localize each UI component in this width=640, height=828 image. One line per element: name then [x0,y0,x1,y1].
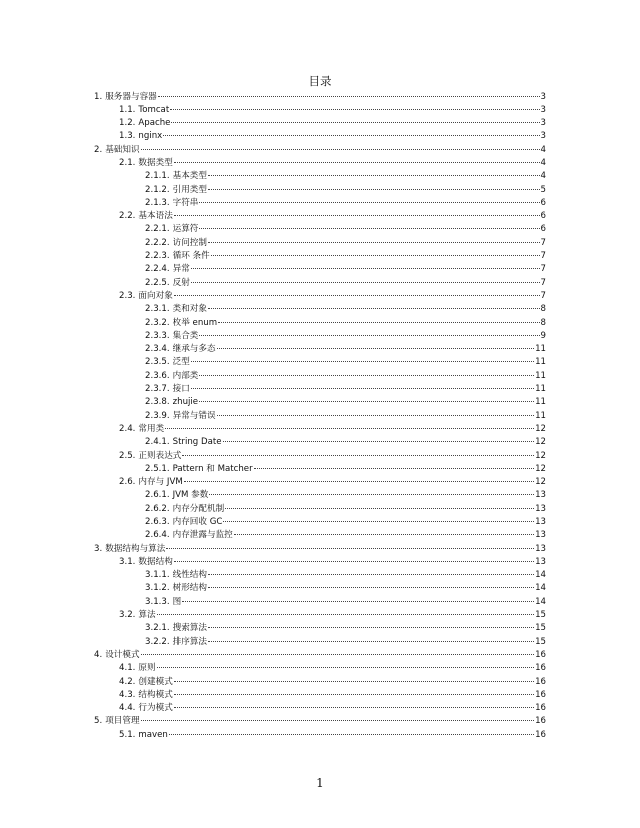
toc-entry-number: 2.3.4. [145,344,170,355]
toc-entry-page: 16 [535,703,546,714]
toc-entry-number: 2.3.3. [145,330,170,341]
toc-entry[interactable] [94,556,546,569]
toc-entry-page: 16 [535,689,546,700]
toc-dot-leader [157,667,534,668]
toc-entry-title: Pattern 和 Matcher [172,463,253,474]
toc-dot-leader [182,601,534,602]
toc-entry[interactable] [94,729,546,742]
toc-dot-leader [218,322,539,323]
toc-entry-page: 5 [540,184,546,195]
toc-dot-leader [169,734,534,735]
toc-dot-leader [157,614,534,615]
toc-dot-leader [223,441,535,442]
toc-entry-number: 2.1.3. [145,197,170,208]
toc-dot-leader [163,135,539,136]
toc-entry-title: 运算符 [172,224,199,235]
toc-entry-number: 2.3.6. [145,370,170,381]
toc-entry-page: 13 [535,490,546,501]
toc-entry-number: 2.3.8. [145,397,170,408]
toc-dot-leader [191,282,540,283]
toc-entry-title: 异常 [172,264,190,275]
toc-entry[interactable] [94,622,546,635]
toc-entry-page: 11 [535,384,546,395]
toc-dot-leader [165,428,534,429]
toc-entry-title: 泛型 [172,357,190,368]
toc-entry-title: 创建模式 [138,676,173,687]
toc-entry-number: 3.2.1. [145,623,170,634]
toc-entry[interactable] [94,529,546,542]
toc-entry-title: 循环 条件 [172,251,210,262]
toc-entry[interactable] [94,104,546,117]
toc-entry-title: 行为模式 [138,703,173,714]
toc-dot-leader [166,548,534,549]
toc-entry[interactable] [94,715,546,728]
toc-entry-page: 11 [535,357,546,368]
toc-entry[interactable] [94,184,546,197]
toc-entry[interactable] [94,277,546,290]
toc-entry-page: 15 [535,610,546,621]
toc-entry[interactable] [94,210,546,223]
table-of-contents [94,91,546,743]
toc-entry-number: 3.2.2. [145,636,170,647]
toc-entry-page: 4 [540,157,546,168]
toc-dot-leader [174,694,534,695]
toc-entry[interactable] [94,117,546,130]
toc-entry[interactable] [94,330,546,343]
toc-dot-leader [174,681,534,682]
toc-entry-title: nginx [138,131,163,142]
toc-dot-leader [174,295,540,296]
toc-entry[interactable] [94,383,546,396]
toc-entry[interactable] [94,582,546,595]
toc-entry-title: 内存分配机制 [172,503,225,514]
toc-entry-title: 反射 [172,277,190,288]
toc-entry-number: 3.1.3. [145,596,170,607]
toc-entry[interactable] [94,130,546,143]
toc-entry[interactable] [94,689,546,702]
toc-entry[interactable] [94,410,546,423]
toc-entry-title: 接口 [172,384,190,395]
toc-entry-number: 2.3. [119,290,136,301]
toc-entry-number: 2.5. [119,450,136,461]
toc-entry-number: 2.2. [119,211,136,222]
toc-dot-leader [141,149,540,150]
toc-entry-page: 12 [535,477,546,488]
toc-entry-title: 项目管理 [105,716,140,727]
toc-entry-page: 9 [540,330,546,341]
toc-entry-page: 12 [535,437,546,448]
toc-entry-title: 正则表达式 [138,450,182,461]
toc-entry-number: 2.1.1. [145,171,170,182]
toc-dot-leader [191,361,534,362]
toc-entry-title: 数据结构 [138,556,173,567]
toc-entry[interactable] [94,370,546,383]
toc-entry-title: 访问控制 [172,237,207,248]
toc-entry[interactable] [94,263,546,276]
toc-entry-title: 基本语法 [138,211,173,222]
toc-dot-leader [199,228,539,229]
toc-entry-page: 7 [540,290,546,301]
toc-dot-leader [208,574,534,575]
toc-entry-page: 8 [540,304,546,315]
toc-entry-number: 2.2.1. [145,224,170,235]
toc-entry-title: 算法 [138,610,156,621]
toc-entry[interactable] [94,343,546,356]
toc-entry-title: 数据结构与算法 [105,543,166,554]
toc-dot-leader [254,468,534,469]
toc-dot-leader [199,375,534,376]
toc-entry-page: 12 [535,463,546,474]
toc-entry-title: 异常与错误 [172,410,216,421]
page-number: 1 [316,776,324,790]
toc-entry-title: String Date [172,437,222,448]
toc-entry-page: 16 [535,729,546,740]
toc-entry-title: 数据类型 [138,157,173,168]
toc-entry-number: 2.2.5. [145,277,170,288]
toc-entry-number: 1. [94,91,103,102]
toc-entry-number: 4. [94,649,103,660]
toc-entry-title: Apache [138,118,171,129]
toc-entry[interactable] [94,676,546,689]
toc-entry-title: 字符串 [172,197,199,208]
toc-entry[interactable] [94,569,546,582]
toc-entry[interactable] [94,396,546,409]
toc-entry-number: 2.1. [119,157,136,168]
toc-entry[interactable] [94,649,546,662]
toc-entry[interactable] [94,463,546,476]
toc-dot-leader [184,481,534,482]
toc-entry[interactable] [94,636,546,649]
toc-entry-title: 服务器与容器 [105,91,157,102]
toc-entry[interactable] [94,144,546,157]
toc-entry[interactable] [94,356,546,369]
toc-entry-page: 12 [535,450,546,461]
toc-entry-number: 2.6.1. [145,490,170,501]
toc-entry-number: 1.2. [119,118,136,129]
toc-entry-number: 2.5.1. [145,463,170,474]
toc-entry-title: 内存回收 GC [172,517,223,527]
toc-dot-leader [141,720,534,721]
toc-dot-leader [217,415,534,416]
toc-entry[interactable] [94,250,546,263]
toc-entry-number: 2.2.2. [145,237,170,248]
toc-entry[interactable] [94,303,546,316]
toc-entry-title: 面向对象 [138,290,173,301]
toc-dot-leader [234,534,534,535]
toc-entry[interactable] [94,290,546,303]
toc-entry-page: 3 [540,118,546,129]
toc-entry-number: 3.1. [119,556,136,567]
toc-entry-title: Tomcat [138,104,170,115]
toc-entry-number: 3.2. [119,610,136,621]
toc-entry[interactable] [94,609,546,622]
toc-entry-title: 内部类 [172,370,199,381]
toc-entry[interactable] [94,702,546,715]
toc-dot-leader [199,335,539,336]
toc-entry-number: 5. [94,716,103,727]
toc-entry-page: 11 [535,410,546,421]
toc-entry-page: 11 [535,344,546,355]
toc-entry-number: 3.1.1. [145,570,170,581]
toc-dot-leader [208,587,534,588]
toc-entry[interactable] [94,662,546,675]
toc-dot-leader [174,162,540,163]
toc-entry-number: 4.2. [119,676,136,687]
toc-entry-number: 5.1. [119,729,136,740]
toc-entry-page: 7 [540,237,546,248]
toc-entry-page: 14 [535,570,546,581]
toc-dot-leader [223,521,534,522]
toc-dot-leader [211,255,540,256]
toc-entry-number: 2.6.4. [145,530,170,541]
toc-entry-page: 11 [535,370,546,381]
toc-entry-title: JVM 参数 [172,490,209,501]
toc-dot-leader [208,308,540,309]
toc-entry-title: 搜索算法 [172,623,207,634]
toc-entry-number: 2.6. [119,477,136,488]
toc-entry-page: 4 [540,144,546,155]
toc-entry-page: 13 [535,503,546,514]
toc-entry-page: 4 [540,171,546,182]
toc-dot-leader [208,175,540,176]
toc-entry-title: 原则 [138,663,156,674]
toc-dot-leader [208,627,534,628]
toc-dot-leader [191,268,540,269]
toc-entry-page: 15 [535,623,546,634]
toc-entry[interactable] [94,197,546,210]
toc-dot-leader [174,707,534,708]
toc-entry-title: 排序算法 [172,636,207,647]
toc-entry-number: 2.3.5. [145,357,170,368]
toc-dot-leader [199,401,534,402]
toc-entry[interactable] [94,237,546,250]
toc-entry-page: 13 [535,556,546,567]
toc-entry[interactable] [94,91,546,104]
toc-entry[interactable] [94,489,546,502]
toc-title: 目录 [308,74,332,88]
toc-entry-title: 图 [172,596,182,607]
toc-entry-number: 4.1. [119,663,136,674]
toc-entry-page: 6 [540,197,546,208]
toc-entry[interactable] [94,223,546,236]
toc-entry-page: 8 [540,317,546,328]
toc-entry-page: 6 [540,211,546,222]
toc-entry-page: 13 [535,543,546,554]
toc-dot-leader [170,109,539,110]
toc-dot-leader [171,122,539,123]
toc-entry-page: 13 [535,517,546,527]
toc-entry-page: 14 [535,583,546,594]
toc-entry-page: 3 [540,131,546,142]
toc-entry-page: 6 [540,224,546,235]
toc-entry[interactable] [94,543,546,556]
toc-entry-page: 3 [540,91,546,102]
toc-entry-page: 13 [535,530,546,541]
toc-entry-title: 类和对象 [172,304,207,315]
toc-entry-page: 16 [535,716,546,727]
toc-entry-number: 2. [94,144,103,155]
toc-entry-number: 2.3.9. [145,410,170,421]
toc-entry[interactable] [94,503,546,516]
toc-dot-leader [158,96,540,97]
toc-entry-title: 树形结构 [172,583,207,594]
toc-dot-leader [191,388,534,389]
toc-entry[interactable] [94,516,546,529]
toc-entry-title: 继承与多态 [172,344,216,355]
toc-entry-page: 16 [535,676,546,687]
toc-entry-page: 16 [535,649,546,660]
toc-entry[interactable] [94,450,546,463]
toc-entry-title: maven [138,729,168,740]
toc-entry-title: 集合类 [172,330,199,341]
toc-entry-title: 基本类型 [172,171,207,182]
toc-entry-number: 1.3. [119,131,136,142]
toc-entry-number: 2.2.4. [145,264,170,275]
toc-entry-number: 3.1.2. [145,583,170,594]
toc-entry-number: 2.6.2. [145,503,170,514]
toc-entry-number: 2.3.7. [145,384,170,395]
toc-entry-number: 2.4.1. [145,437,170,448]
toc-entry-page: 14 [535,596,546,607]
toc-dot-leader [209,494,534,495]
toc-entry-number: 2.1.2. [145,184,170,195]
toc-dot-leader [199,202,539,203]
toc-entry-title: 引用类型 [172,184,207,195]
toc-entry-number: 4.3. [119,689,136,700]
toc-entry[interactable] [94,436,546,449]
toc-dot-leader [141,654,534,655]
toc-entry[interactable] [94,423,546,436]
toc-entry[interactable] [94,170,546,183]
toc-entry-number: 4.4. [119,703,136,714]
toc-entry-title: 枚举 enum [172,317,218,328]
toc-entry-title: 内存泄露与监控 [172,530,233,541]
toc-entry-title: 基础知识 [105,144,140,155]
toc-entry-page: 3 [540,104,546,115]
toc-entry-number: 2.3.1. [145,304,170,315]
toc-entry-page: 7 [540,251,546,262]
toc-entry-page: 7 [540,277,546,288]
toc-entry-page: 12 [535,423,546,434]
toc-dot-leader [217,348,534,349]
toc-entry-page: 7 [540,264,546,275]
toc-entry-title: 设计模式 [105,649,140,660]
toc-entry[interactable] [94,596,546,609]
toc-dot-leader [208,641,534,642]
toc-entry-title: 常用类 [138,423,165,434]
toc-dot-leader [208,189,540,190]
toc-entry-page: 11 [535,397,546,408]
toc-entry-number: 2.6.3. [145,517,170,527]
toc-entry-title: zhujie [172,397,199,408]
toc-entry-title: 结构模式 [138,689,173,700]
toc-entry-number: 2.4. [119,423,136,434]
toc-entry-number: 2.3.2. [145,317,170,328]
toc-dot-leader [174,561,534,562]
toc-entry-title: 内存与 JVM [138,477,183,488]
toc-entry-number: 3. [94,543,103,554]
toc-dot-leader [208,242,540,243]
toc-dot-leader [174,215,540,216]
toc-entry[interactable] [94,157,546,170]
toc-entry-page: 16 [535,663,546,674]
toc-entry-number: 1.1. [119,104,136,115]
toc-dot-leader [225,508,534,509]
toc-entry[interactable] [94,476,546,489]
toc-entry[interactable] [94,317,546,330]
toc-entry-number: 2.2.3. [145,251,170,262]
toc-entry-title: 线性结构 [172,570,207,581]
toc-entry-page: 15 [535,636,546,647]
toc-dot-leader [182,455,534,456]
